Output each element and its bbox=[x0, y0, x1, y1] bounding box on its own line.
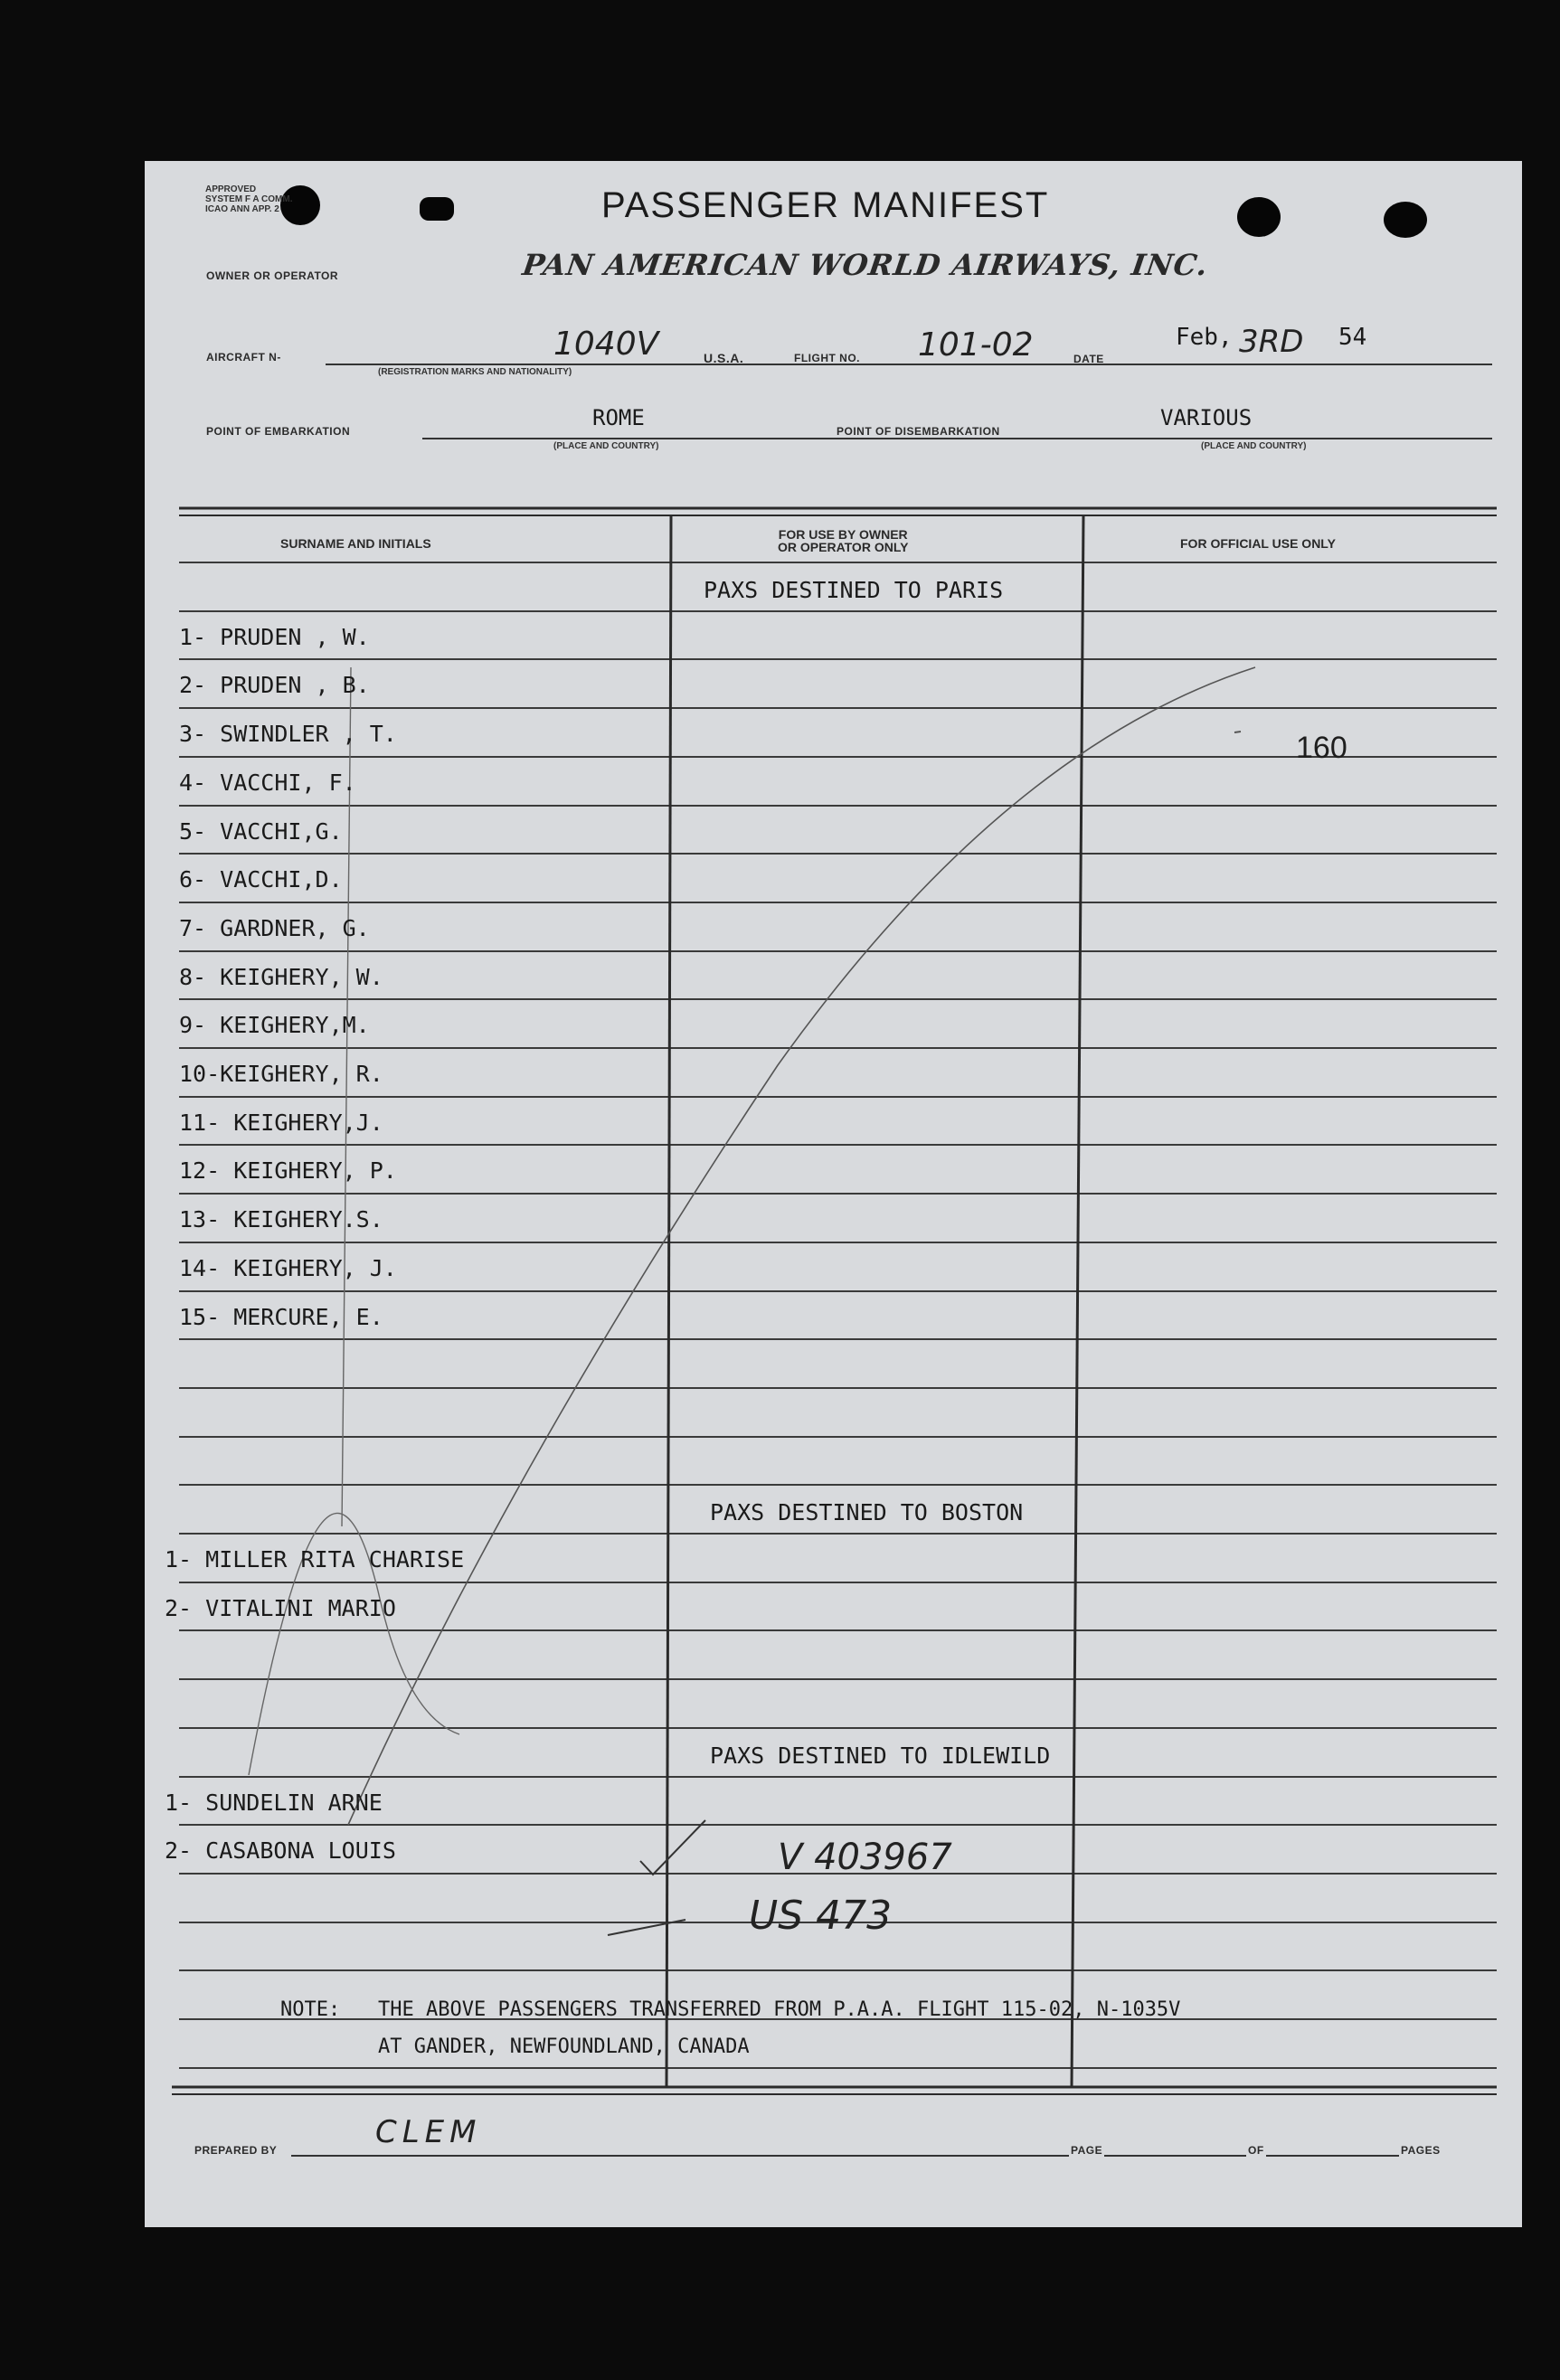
approval-line: APPROVED bbox=[205, 184, 257, 194]
flight-label: FLIGHT NO. bbox=[794, 352, 860, 364]
sundelin-mark: V 403967 bbox=[778, 1837, 952, 1878]
embarkation-value: ROME bbox=[592, 405, 645, 430]
prepared-label: PREPARED BY bbox=[194, 2144, 278, 2157]
approval-line: SYSTEM F A COMM. bbox=[205, 194, 293, 204]
passenger-row: 11- KEIGHERY,J. bbox=[179, 1110, 383, 1136]
prepared-value: CLEM bbox=[375, 2114, 482, 2150]
column-header-operator-line2: OR OPERATOR ONLY bbox=[778, 540, 909, 554]
date-month: Feb, bbox=[1176, 324, 1233, 351]
aircraft-label: AIRCRAFT N- bbox=[206, 351, 281, 364]
pages-label: PAGES bbox=[1401, 2144, 1441, 2157]
column-header-operator bbox=[778, 528, 908, 553]
approval-line: ICAO ANN APP. 2 bbox=[205, 204, 279, 214]
owner-value: PAN AMERICAN WORLD AIRWAYS, INC. bbox=[520, 248, 1211, 282]
passenger-row: 12- KEIGHERY, P. bbox=[179, 1157, 397, 1184]
passenger-row: 8- KEIGHERY, W. bbox=[179, 964, 383, 990]
passenger-row: 3- SWINDLER , T. bbox=[179, 721, 397, 747]
passenger-row: 6- VACCHI,D. bbox=[179, 866, 343, 892]
casabona-mark: US 473 bbox=[749, 1893, 893, 1939]
usa-label: U.S.A. bbox=[704, 351, 744, 365]
flight-value: 101-02 bbox=[918, 326, 1034, 364]
note-line-1: THE ABOVE PASSENGERS TRANSFERRED FROM P.A.A. FLIGHT 115-02, N-1035V bbox=[378, 1998, 1181, 2021]
passenger-row: 2- CASABONA LOUIS bbox=[165, 1837, 396, 1864]
disembarkation-caption: (PLACE AND COUNTRY) bbox=[1201, 441, 1307, 451]
section-heading: PAXS DESTINED TO BOSTON bbox=[710, 1499, 1024, 1525]
date-day: 3RD bbox=[1239, 324, 1304, 360]
passenger-row: 9- KEIGHERY,M. bbox=[179, 1012, 370, 1038]
passenger-row: 4- VACCHI, F. bbox=[179, 770, 356, 796]
passenger-row: 5- VACCHI,G. bbox=[179, 818, 343, 845]
passenger-row: 1- MILLER RITA CHARISE bbox=[165, 1546, 465, 1572]
embarkation-label: POINT OF EMBARKATION bbox=[206, 425, 351, 438]
passenger-row: 2- PRUDEN , B. bbox=[179, 672, 370, 698]
official-number: 160 bbox=[1296, 731, 1347, 765]
note-label: NOTE: bbox=[280, 1998, 341, 2021]
page-label: PAGE bbox=[1071, 2144, 1103, 2157]
passenger-row: 1- SUNDELIN ARNE bbox=[165, 1790, 383, 1816]
aircraft-value: 1040V bbox=[553, 326, 659, 363]
column-header-operator-line1: FOR USE BY OWNER bbox=[778, 527, 908, 542]
page-title: PASSENGER MANIFEST bbox=[601, 185, 1050, 225]
embarkation-caption: (PLACE AND COUNTRY) bbox=[553, 441, 659, 451]
pencil-diagonal-line bbox=[348, 667, 1255, 1825]
section-heading: PAXS DESTINED TO PARIS bbox=[704, 577, 1004, 603]
passenger-row: 14- KEIGHERY, J. bbox=[179, 1255, 397, 1281]
passenger-row: 13- KEIGHERY.S. bbox=[179, 1206, 383, 1232]
section-heading: PAXS DESTINED TO IDLEWILD bbox=[710, 1742, 1051, 1769]
column-header-official: FOR OFFICIAL USE ONLY bbox=[1180, 536, 1336, 551]
passenger-row: 2- VITALINI MARIO bbox=[165, 1595, 396, 1621]
owner-label: OWNER OR OPERATOR bbox=[206, 269, 339, 282]
manifest-sheet bbox=[145, 161, 1522, 2227]
passenger-row: 10-KEIGHERY, R. bbox=[179, 1061, 383, 1087]
check-mark-1 bbox=[640, 1820, 705, 1875]
passenger-row: 7- GARDNER, G. bbox=[179, 915, 370, 941]
date-label: DATE bbox=[1073, 353, 1104, 365]
date-year: 54 bbox=[1338, 324, 1367, 351]
note-line-2: AT GANDER, NEWFOUNDLAND, CANADA bbox=[378, 2035, 750, 2058]
disembarkation-value: VARIOUS bbox=[1160, 405, 1253, 430]
column-header-surname: SURNAME AND INITIALS bbox=[280, 536, 431, 551]
registration-caption: (REGISTRATION MARKS AND NATIONALITY) bbox=[378, 367, 572, 377]
passenger-row: 1- PRUDEN , W. bbox=[179, 624, 370, 650]
of-label: OF bbox=[1248, 2144, 1264, 2157]
passenger-row: 15- MERCURE, E. bbox=[179, 1304, 383, 1330]
disembarkation-label: POINT OF DISEMBARKATION bbox=[837, 425, 1000, 438]
